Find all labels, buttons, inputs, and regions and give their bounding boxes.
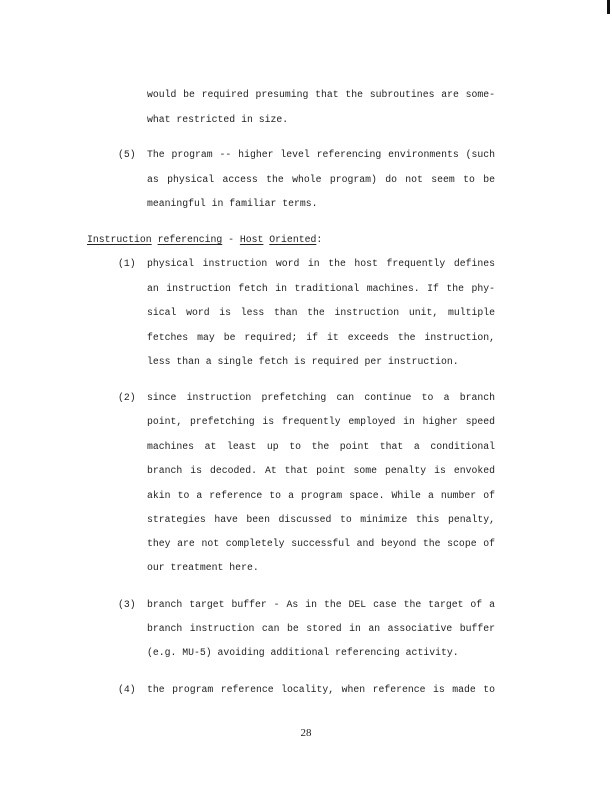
- text-line: as physical access the whole program) do not seem to be: [147, 174, 495, 185]
- heading-word: referencing: [157, 234, 223, 245]
- scan-mark: [607, 0, 610, 14]
- text-line: (e.g. MU-5) avoiding additional referencing activity.: [147, 647, 459, 658]
- text-line: our treatment here.: [147, 562, 259, 573]
- heading-word: Instruction: [87, 234, 152, 245]
- text-line: akin to a reference to a program space. While a number of: [147, 490, 495, 501]
- item-number: (4): [118, 684, 136, 695]
- item-number: (1): [118, 258, 136, 269]
- text-line: an instruction fetch in traditional machines. If the phy-: [147, 283, 495, 294]
- text-line: would be required presuming that the subroutines are some-: [147, 89, 495, 100]
- text-line: what restricted in size.: [147, 114, 289, 125]
- text-line: branch target buffer - As in the DEL case the target of a: [147, 599, 495, 610]
- text-line: the program reference locality, when reference is made to: [147, 684, 495, 695]
- text-line: physical instruction word in the host frequently defines: [147, 258, 495, 269]
- item-number: (5): [118, 149, 136, 160]
- heading-colon: :: [316, 234, 323, 245]
- item-number: (2): [118, 392, 136, 403]
- text-line: fetches may be required; if it exceeds the instruction,: [147, 332, 495, 343]
- heading-dash: -: [222, 234, 240, 245]
- page-number: 28: [300, 727, 312, 739]
- text-line: machines at least up to the point that a conditional: [147, 441, 495, 452]
- text-line: since instruction prefetching can continue to a branch: [147, 392, 495, 403]
- text-line: less than a single fetch is required per instruction.: [147, 356, 459, 367]
- heading-word: Oriented: [269, 234, 317, 245]
- text-line: The program -- higher level referencing environments (such: [147, 149, 495, 160]
- text-line: sical word is less than the instruction unit, multiple: [147, 307, 495, 318]
- heading-word: Host: [239, 234, 264, 245]
- text-line: they are not completely successful and beyond the scope of: [147, 538, 495, 549]
- text-line: point, prefetching is frequently employed in higher speed: [147, 416, 495, 427]
- text-line: branch instruction can be stored in an associative buffer: [147, 623, 495, 634]
- item-number: (3): [118, 599, 136, 610]
- text-line: meaningful in familiar terms.: [147, 198, 318, 209]
- text-line: branch is decoded. At that point some penalty is envoked: [147, 465, 495, 476]
- text-line: strategies have been discussed to minimize this penalty,: [147, 514, 495, 525]
- section-heading: [87, 233, 322, 247]
